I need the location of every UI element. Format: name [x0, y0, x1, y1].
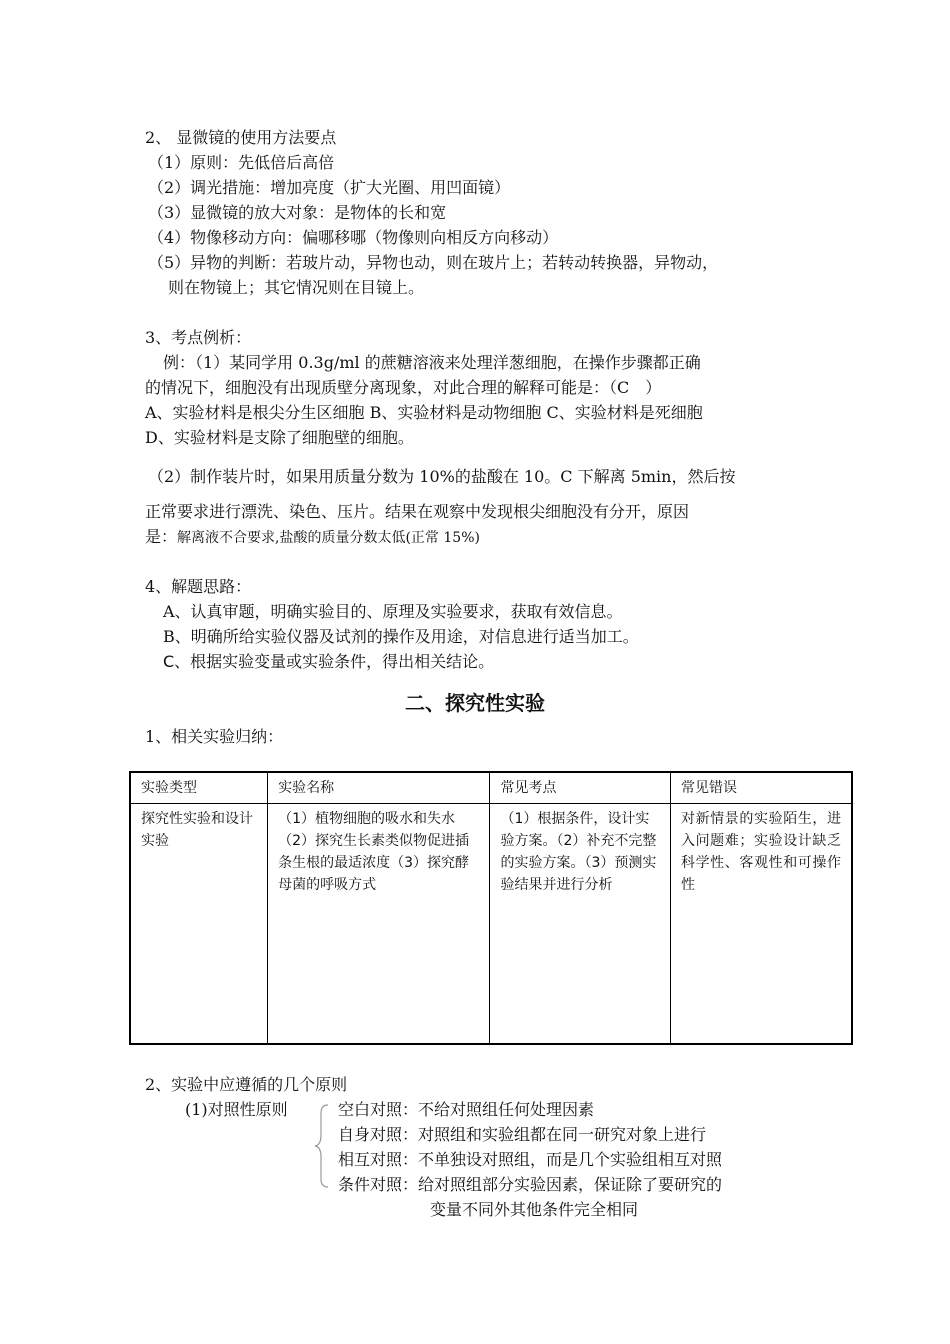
- q1-line-1: 例：（1）某同学用 0.3g/ml 的蔗糖溶液来处理洋葱细胞，在操作步骤都正确: [163, 353, 701, 372]
- control-item-1: [338, 1100, 594, 1120]
- control-desc: 不给对照组任何处理因素: [418, 1100, 595, 1119]
- cell-errors: 对新情景的实验陌生，进入问题难；实验设计缺乏科学性、客观性和可操作性: [670, 804, 852, 1045]
- q2-line-1: （2）制作装片时，如果用质量分数为 10%的盐酸在 10。C 下解离 5min，然后按: [148, 467, 736, 486]
- q2-line-3: [145, 527, 480, 548]
- section2-item-2: （2）调光措施：增加亮度（扩大光圈、用凹面镜）: [148, 178, 511, 197]
- section2-item-1: （1）原则：先低倍后高倍: [148, 153, 335, 172]
- control-item-2: [338, 1125, 706, 1145]
- cell-name: （1）植物细胞的吸水和失水（2）探究生长素类似物促进插条生根的最适浓度（3）探究酵母菌的呼吸方式: [268, 804, 490, 1045]
- section4-heading: 4、解题思路：: [145, 577, 252, 596]
- table-header-row: [130, 772, 852, 804]
- control-name: 自身对照：: [338, 1125, 419, 1144]
- part2-title: 二、探究性实验: [405, 691, 545, 715]
- section2-item-5-cont: 则在物镜上；其它情况则在目镜上。: [168, 278, 425, 297]
- section3-heading: 3、考点例析：: [145, 328, 252, 347]
- control-name: 条件对照：: [338, 1175, 419, 1194]
- q1-options-2: D、实验材料是支除了细胞壁的细胞。: [145, 428, 414, 447]
- cell-type: 探究性实验和设计实验: [130, 804, 268, 1045]
- header-type: 实验类型: [130, 772, 268, 804]
- exp-summary-heading: 1、相关实验归纳：: [145, 727, 284, 746]
- q1-line-2: 的情况下，细胞没有出现质壁分离现象，对此合理的解释可能是：（C ）: [145, 378, 662, 397]
- control-desc: 给对照组部分实验因素，保证除了要研究的: [418, 1175, 723, 1194]
- control-name: 空白对照：: [338, 1100, 419, 1119]
- experiment-table: [129, 771, 853, 1045]
- section2-item-4: （4）物像移动方向：偏哪移哪（物像则向相反方向移动）: [148, 228, 559, 247]
- section4-item-b: B、明确所给实验仪器及试剂的操作及用途，对信息进行适当加工。: [163, 627, 639, 646]
- control-item-4-cont: 变量不同外其他条件完全相同: [430, 1200, 639, 1219]
- principle-1-label: (1)对照性原则: [185, 1100, 288, 1119]
- principles-heading: 2、实验中应遵循的几个原则: [145, 1075, 348, 1094]
- section2-item-3: （3）显微镜的放大对象：是物体的长和宽: [148, 203, 447, 222]
- q2-line-3-prefix: 是：: [145, 527, 178, 546]
- section4-item-c: C、根据实验变量或实验条件，得出相关结论。: [163, 652, 495, 671]
- brace-icon: [312, 1101, 332, 1191]
- header-points: 常见考点: [490, 772, 671, 804]
- cell-points: （1）根据条件，设计实验方案。（2）补充不完整的实验方案。（3）预测实验结果并进行分析: [490, 804, 671, 1045]
- control-item-3: [338, 1150, 722, 1170]
- q1-options-1: A、实验材料是根尖分生区细胞 B、实验材料是动物细胞 C、实验材料是死细胞: [145, 403, 703, 422]
- q2-line-2: 正常要求进行漂洗、染色、压片。结果在观察中发现根尖细胞没有分开，原因: [145, 502, 690, 521]
- control-desc: 不单独设对照组，而是几个实验组相互对照: [418, 1150, 723, 1169]
- section2-heading: 2、 显微镜的使用方法要点: [145, 128, 337, 147]
- table-row: [130, 804, 852, 1045]
- header-errors: 常见错误: [670, 772, 852, 804]
- section2-item-5: （5）异物的判断：若玻片动，异物也动，则在玻片上；若转动转换器，异物动，: [148, 253, 719, 272]
- control-name: 相互对照：: [338, 1150, 419, 1169]
- section4-item-a: A、认真审题，明确实验目的、原理及实验要求，获取有效信息。: [163, 602, 623, 621]
- control-desc: 对照组和实验组都在同一研究对象上进行: [418, 1125, 707, 1144]
- control-item-4: [338, 1175, 722, 1195]
- header-name: 实验名称: [268, 772, 490, 804]
- q2-answer: 解离液不合要求,盐酸的质量分数太低(正常 15%): [177, 530, 480, 546]
